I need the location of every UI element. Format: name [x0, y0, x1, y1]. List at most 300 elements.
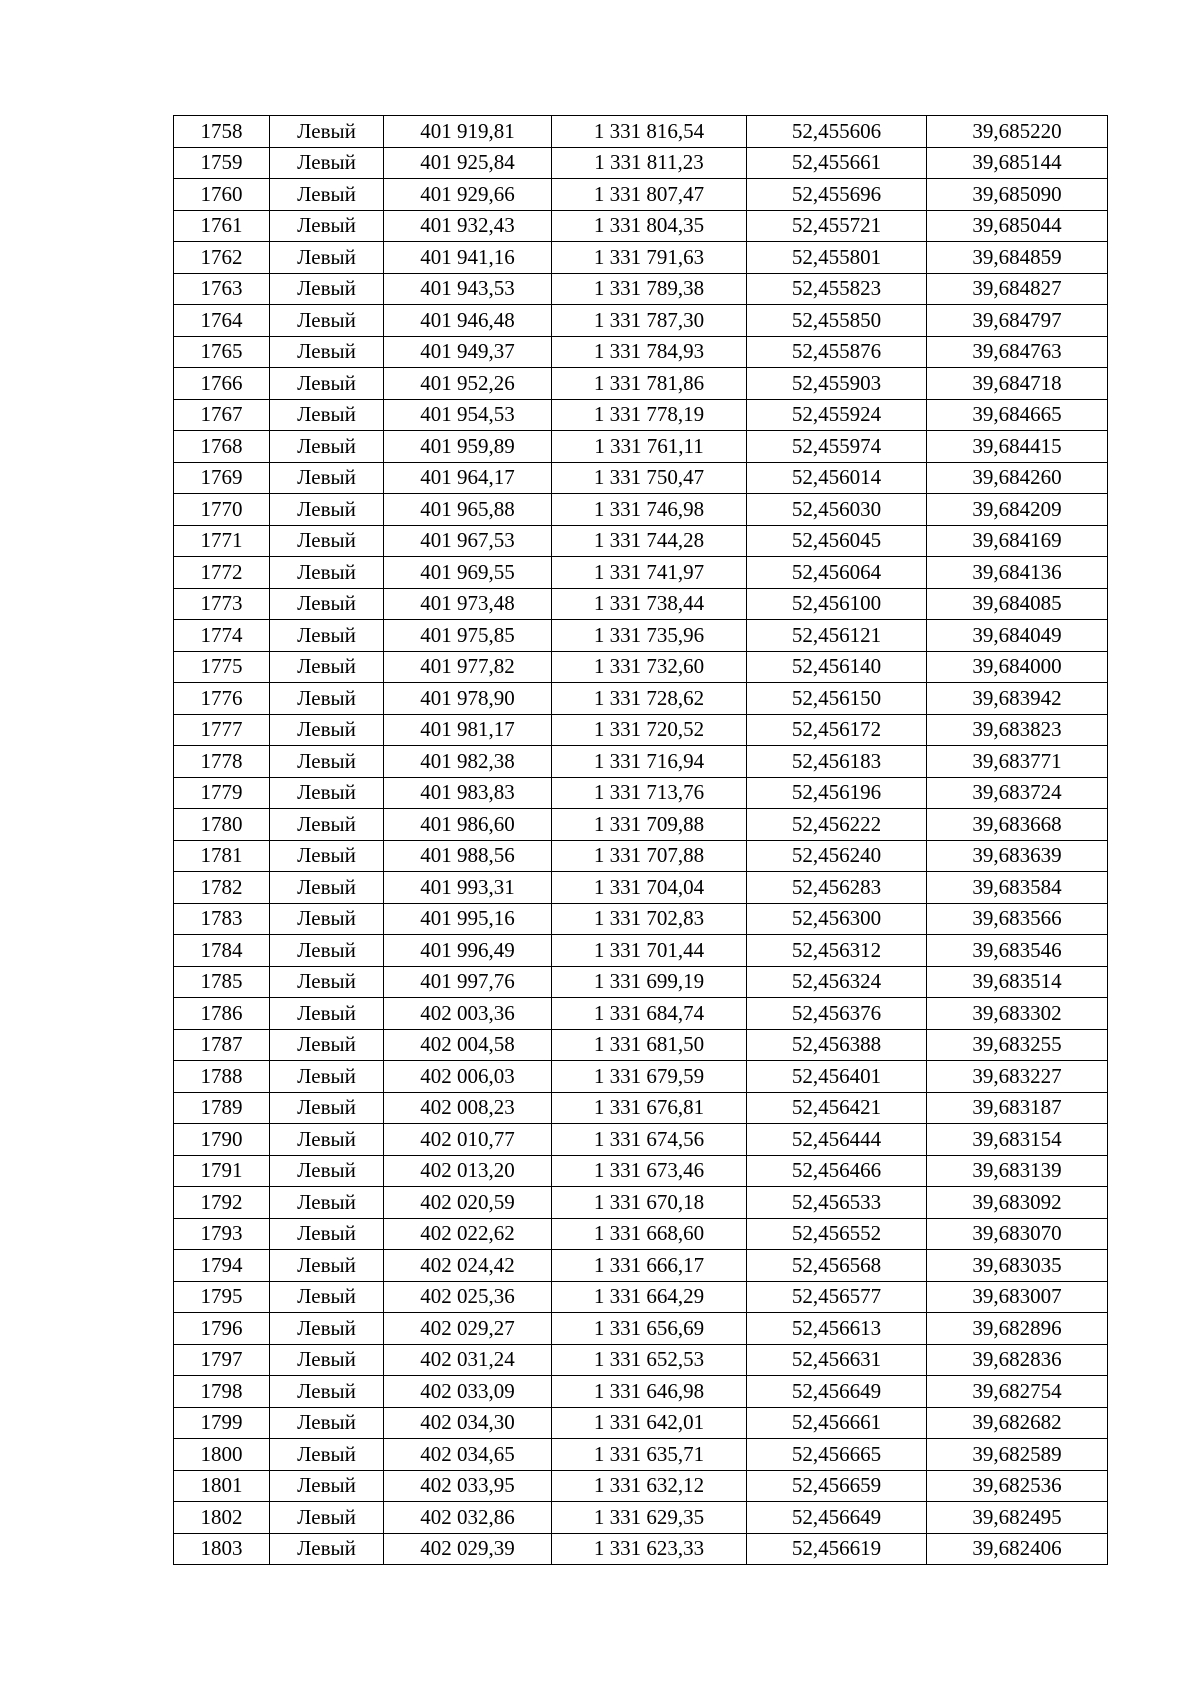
- point-number-cell: 1803: [174, 1533, 270, 1565]
- latitude-cell: 52,456552: [747, 1218, 927, 1250]
- longitude-cell: 39,682682: [927, 1407, 1108, 1439]
- side-cell: Левый: [270, 714, 384, 746]
- latitude-cell: 52,455924: [747, 399, 927, 431]
- table-row: [174, 1344, 1108, 1376]
- y-coordinate-cell: 1 331 679,59: [552, 1061, 747, 1093]
- side-cell: Левый: [270, 1155, 384, 1187]
- point-number-cell: 1766: [174, 368, 270, 400]
- point-number-cell: 1800: [174, 1439, 270, 1471]
- y-coordinate-cell: 1 331 681,50: [552, 1029, 747, 1061]
- coordinates-table: [173, 115, 1108, 1565]
- x-coordinate-cell: 402 025,36: [384, 1281, 552, 1313]
- x-coordinate-cell: 402 010,77: [384, 1124, 552, 1156]
- side-cell: Левый: [270, 462, 384, 494]
- longitude-cell: 39,684260: [927, 462, 1108, 494]
- latitude-cell: 52,456421: [747, 1092, 927, 1124]
- x-coordinate-cell: 401 996,49: [384, 935, 552, 967]
- side-cell: Левый: [270, 494, 384, 526]
- y-coordinate-cell: 1 331 804,35: [552, 210, 747, 242]
- x-coordinate-cell: 401 983,83: [384, 777, 552, 809]
- table-row: [174, 1029, 1108, 1061]
- point-number-cell: 1780: [174, 809, 270, 841]
- point-number-cell: 1777: [174, 714, 270, 746]
- table-row: [174, 242, 1108, 274]
- side-cell: Левый: [270, 1376, 384, 1408]
- side-cell: Левый: [270, 1407, 384, 1439]
- y-coordinate-cell: 1 331 676,81: [552, 1092, 747, 1124]
- longitude-cell: 39,683639: [927, 840, 1108, 872]
- side-cell: Левый: [270, 777, 384, 809]
- y-coordinate-cell: 1 331 702,83: [552, 903, 747, 935]
- x-coordinate-cell: 401 975,85: [384, 620, 552, 652]
- longitude-cell: 39,684718: [927, 368, 1108, 400]
- point-number-cell: 1786: [174, 998, 270, 1030]
- x-coordinate-cell: 402 033,09: [384, 1376, 552, 1408]
- table-row: [174, 336, 1108, 368]
- side-cell: Левый: [270, 1061, 384, 1093]
- table-row: [174, 683, 1108, 715]
- table-row: [174, 557, 1108, 589]
- longitude-cell: 39,684859: [927, 242, 1108, 274]
- latitude-cell: 52,455606: [747, 116, 927, 148]
- side-cell: Левый: [270, 651, 384, 683]
- point-number-cell: 1785: [174, 966, 270, 998]
- point-number-cell: 1764: [174, 305, 270, 337]
- y-coordinate-cell: 1 331 732,60: [552, 651, 747, 683]
- x-coordinate-cell: 401 954,53: [384, 399, 552, 431]
- table-row: [174, 1061, 1108, 1093]
- latitude-cell: 52,455974: [747, 431, 927, 463]
- y-coordinate-cell: 1 331 750,47: [552, 462, 747, 494]
- side-cell: Левый: [270, 809, 384, 841]
- longitude-cell: 39,683187: [927, 1092, 1108, 1124]
- x-coordinate-cell: 401 967,53: [384, 525, 552, 557]
- table-row: [174, 1313, 1108, 1345]
- side-cell: Левый: [270, 1439, 384, 1471]
- latitude-cell: 52,456533: [747, 1187, 927, 1219]
- table-row: [174, 494, 1108, 526]
- table-row: [174, 1187, 1108, 1219]
- longitude-cell: 39,683302: [927, 998, 1108, 1030]
- point-number-cell: 1791: [174, 1155, 270, 1187]
- latitude-cell: 52,456659: [747, 1470, 927, 1502]
- side-cell: Левый: [270, 1533, 384, 1565]
- side-cell: Левый: [270, 620, 384, 652]
- table-row: [174, 368, 1108, 400]
- table-row: [174, 1533, 1108, 1565]
- longitude-cell: 39,683227: [927, 1061, 1108, 1093]
- x-coordinate-cell: 402 033,95: [384, 1470, 552, 1502]
- longitude-cell: 39,683668: [927, 809, 1108, 841]
- table-row: [174, 840, 1108, 872]
- side-cell: Левый: [270, 1124, 384, 1156]
- longitude-cell: 39,682406: [927, 1533, 1108, 1565]
- y-coordinate-cell: 1 331 668,60: [552, 1218, 747, 1250]
- latitude-cell: 52,456014: [747, 462, 927, 494]
- table-row: [174, 399, 1108, 431]
- point-number-cell: 1784: [174, 935, 270, 967]
- table-row: [174, 651, 1108, 683]
- x-coordinate-cell: 401 965,88: [384, 494, 552, 526]
- y-coordinate-cell: 1 331 666,17: [552, 1250, 747, 1282]
- y-coordinate-cell: 1 331 623,33: [552, 1533, 747, 1565]
- latitude-cell: 52,455721: [747, 210, 927, 242]
- point-number-cell: 1788: [174, 1061, 270, 1093]
- point-number-cell: 1771: [174, 525, 270, 557]
- point-number-cell: 1781: [174, 840, 270, 872]
- latitude-cell: 52,456150: [747, 683, 927, 715]
- longitude-cell: 39,684169: [927, 525, 1108, 557]
- side-cell: Левый: [270, 557, 384, 589]
- y-coordinate-cell: 1 331 629,35: [552, 1502, 747, 1534]
- y-coordinate-cell: 1 331 735,96: [552, 620, 747, 652]
- side-cell: Левый: [270, 179, 384, 211]
- table-row: [174, 1092, 1108, 1124]
- longitude-cell: 39,685144: [927, 147, 1108, 179]
- side-cell: Левый: [270, 525, 384, 557]
- latitude-cell: 52,456466: [747, 1155, 927, 1187]
- side-cell: Левый: [270, 242, 384, 274]
- table-row: [174, 1470, 1108, 1502]
- latitude-cell: 52,456240: [747, 840, 927, 872]
- point-number-cell: 1765: [174, 336, 270, 368]
- latitude-cell: 52,456568: [747, 1250, 927, 1282]
- longitude-cell: 39,682836: [927, 1344, 1108, 1376]
- longitude-cell: 39,683942: [927, 683, 1108, 715]
- point-number-cell: 1783: [174, 903, 270, 935]
- side-cell: Левый: [270, 903, 384, 935]
- x-coordinate-cell: 402 003,36: [384, 998, 552, 1030]
- side-cell: Левый: [270, 1281, 384, 1313]
- side-cell: Левый: [270, 1029, 384, 1061]
- y-coordinate-cell: 1 331 642,01: [552, 1407, 747, 1439]
- point-number-cell: 1789: [174, 1092, 270, 1124]
- side-cell: Левый: [270, 399, 384, 431]
- table-row: [174, 210, 1108, 242]
- latitude-cell: 52,455801: [747, 242, 927, 274]
- latitude-cell: 52,456613: [747, 1313, 927, 1345]
- longitude-cell: 39,684827: [927, 273, 1108, 305]
- table-row: [174, 777, 1108, 809]
- latitude-cell: 52,456222: [747, 809, 927, 841]
- table-row: [174, 1502, 1108, 1534]
- table-row: [174, 620, 1108, 652]
- latitude-cell: 52,456661: [747, 1407, 927, 1439]
- x-coordinate-cell: 402 031,24: [384, 1344, 552, 1376]
- point-number-cell: 1768: [174, 431, 270, 463]
- point-number-cell: 1774: [174, 620, 270, 652]
- table-row: [174, 1407, 1108, 1439]
- latitude-cell: 52,456444: [747, 1124, 927, 1156]
- x-coordinate-cell: 401 932,43: [384, 210, 552, 242]
- side-cell: Левый: [270, 116, 384, 148]
- x-coordinate-cell: 401 995,16: [384, 903, 552, 935]
- point-number-cell: 1767: [174, 399, 270, 431]
- x-coordinate-cell: 402 034,65: [384, 1439, 552, 1471]
- latitude-cell: 52,455823: [747, 273, 927, 305]
- point-number-cell: 1799: [174, 1407, 270, 1439]
- point-number-cell: 1797: [174, 1344, 270, 1376]
- x-coordinate-cell: 401 929,66: [384, 179, 552, 211]
- y-coordinate-cell: 1 331 701,44: [552, 935, 747, 967]
- x-coordinate-cell: 401 978,90: [384, 683, 552, 715]
- table-row: [174, 273, 1108, 305]
- latitude-cell: 52,455876: [747, 336, 927, 368]
- longitude-cell: 39,683070: [927, 1218, 1108, 1250]
- longitude-cell: 39,683584: [927, 872, 1108, 904]
- side-cell: Левый: [270, 840, 384, 872]
- latitude-cell: 52,456030: [747, 494, 927, 526]
- x-coordinate-cell: 401 949,37: [384, 336, 552, 368]
- longitude-cell: 39,683514: [927, 966, 1108, 998]
- x-coordinate-cell: 401 977,82: [384, 651, 552, 683]
- y-coordinate-cell: 1 331 646,98: [552, 1376, 747, 1408]
- x-coordinate-cell: 401 964,17: [384, 462, 552, 494]
- point-number-cell: 1758: [174, 116, 270, 148]
- y-coordinate-cell: 1 331 664,29: [552, 1281, 747, 1313]
- table-row: [174, 1376, 1108, 1408]
- latitude-cell: 52,455661: [747, 147, 927, 179]
- longitude-cell: 39,683255: [927, 1029, 1108, 1061]
- latitude-cell: 52,455696: [747, 179, 927, 211]
- y-coordinate-cell: 1 331 791,63: [552, 242, 747, 274]
- table-row: [174, 1439, 1108, 1471]
- latitude-cell: 52,456324: [747, 966, 927, 998]
- table-row: [174, 746, 1108, 778]
- side-cell: Левый: [270, 1502, 384, 1534]
- longitude-cell: 39,684763: [927, 336, 1108, 368]
- point-number-cell: 1801: [174, 1470, 270, 1502]
- side-cell: Левый: [270, 683, 384, 715]
- table-row: [174, 462, 1108, 494]
- latitude-cell: 52,456100: [747, 588, 927, 620]
- x-coordinate-cell: 401 943,53: [384, 273, 552, 305]
- longitude-cell: 39,683771: [927, 746, 1108, 778]
- y-coordinate-cell: 1 331 781,86: [552, 368, 747, 400]
- point-number-cell: 1770: [174, 494, 270, 526]
- table-row: [174, 809, 1108, 841]
- point-number-cell: 1796: [174, 1313, 270, 1345]
- x-coordinate-cell: 401 982,38: [384, 746, 552, 778]
- y-coordinate-cell: 1 331 716,94: [552, 746, 747, 778]
- x-coordinate-cell: 402 024,42: [384, 1250, 552, 1282]
- y-coordinate-cell: 1 331 807,47: [552, 179, 747, 211]
- point-number-cell: 1793: [174, 1218, 270, 1250]
- table-row: [174, 1218, 1108, 1250]
- latitude-cell: 52,455850: [747, 305, 927, 337]
- table-row: [174, 903, 1108, 935]
- side-cell: Левый: [270, 1218, 384, 1250]
- x-coordinate-cell: 401 988,56: [384, 840, 552, 872]
- point-number-cell: 1798: [174, 1376, 270, 1408]
- table-row: [174, 147, 1108, 179]
- y-coordinate-cell: 1 331 704,04: [552, 872, 747, 904]
- point-number-cell: 1802: [174, 1502, 270, 1534]
- y-coordinate-cell: 1 331 761,11: [552, 431, 747, 463]
- point-number-cell: 1763: [174, 273, 270, 305]
- x-coordinate-cell: 401 973,48: [384, 588, 552, 620]
- latitude-cell: 52,456401: [747, 1061, 927, 1093]
- latitude-cell: 52,456196: [747, 777, 927, 809]
- side-cell: Левый: [270, 368, 384, 400]
- point-number-cell: 1778: [174, 746, 270, 778]
- latitude-cell: 52,456121: [747, 620, 927, 652]
- x-coordinate-cell: 402 006,03: [384, 1061, 552, 1093]
- latitude-cell: 52,456577: [747, 1281, 927, 1313]
- x-coordinate-cell: 402 029,39: [384, 1533, 552, 1565]
- table-row: [174, 1155, 1108, 1187]
- side-cell: Левый: [270, 966, 384, 998]
- longitude-cell: 39,684136: [927, 557, 1108, 589]
- y-coordinate-cell: 1 331 787,30: [552, 305, 747, 337]
- side-cell: Левый: [270, 872, 384, 904]
- side-cell: Левый: [270, 305, 384, 337]
- longitude-cell: 39,682896: [927, 1313, 1108, 1345]
- point-number-cell: 1792: [174, 1187, 270, 1219]
- longitude-cell: 39,684085: [927, 588, 1108, 620]
- table-row: [174, 179, 1108, 211]
- x-coordinate-cell: 402 004,58: [384, 1029, 552, 1061]
- x-coordinate-cell: 401 997,76: [384, 966, 552, 998]
- longitude-cell: 39,685220: [927, 116, 1108, 148]
- side-cell: Левый: [270, 1092, 384, 1124]
- y-coordinate-cell: 1 331 811,23: [552, 147, 747, 179]
- longitude-cell: 39,683139: [927, 1155, 1108, 1187]
- latitude-cell: 52,456172: [747, 714, 927, 746]
- x-coordinate-cell: 402 008,23: [384, 1092, 552, 1124]
- y-coordinate-cell: 1 331 816,54: [552, 116, 747, 148]
- x-coordinate-cell: 402 013,20: [384, 1155, 552, 1187]
- latitude-cell: 52,456649: [747, 1376, 927, 1408]
- point-number-cell: 1776: [174, 683, 270, 715]
- longitude-cell: 39,684797: [927, 305, 1108, 337]
- latitude-cell: 52,456183: [747, 746, 927, 778]
- longitude-cell: 39,683035: [927, 1250, 1108, 1282]
- side-cell: Левый: [270, 746, 384, 778]
- y-coordinate-cell: 1 331 632,12: [552, 1470, 747, 1502]
- longitude-cell: 39,683546: [927, 935, 1108, 967]
- table-row: [174, 588, 1108, 620]
- table-row: [174, 116, 1108, 148]
- y-coordinate-cell: 1 331 738,44: [552, 588, 747, 620]
- longitude-cell: 39,683566: [927, 903, 1108, 935]
- y-coordinate-cell: 1 331 728,62: [552, 683, 747, 715]
- latitude-cell: 52,456312: [747, 935, 927, 967]
- point-number-cell: 1795: [174, 1281, 270, 1313]
- side-cell: Левый: [270, 336, 384, 368]
- longitude-cell: 39,684665: [927, 399, 1108, 431]
- longitude-cell: 39,685090: [927, 179, 1108, 211]
- x-coordinate-cell: 401 919,81: [384, 116, 552, 148]
- x-coordinate-cell: 401 925,84: [384, 147, 552, 179]
- x-coordinate-cell: 402 032,86: [384, 1502, 552, 1534]
- y-coordinate-cell: 1 331 674,56: [552, 1124, 747, 1156]
- longitude-cell: 39,685044: [927, 210, 1108, 242]
- y-coordinate-cell: 1 331 652,53: [552, 1344, 747, 1376]
- side-cell: Левый: [270, 210, 384, 242]
- point-number-cell: 1762: [174, 242, 270, 274]
- y-coordinate-cell: 1 331 673,46: [552, 1155, 747, 1187]
- side-cell: Левый: [270, 935, 384, 967]
- x-coordinate-cell: 402 022,62: [384, 1218, 552, 1250]
- x-coordinate-cell: 402 029,27: [384, 1313, 552, 1345]
- latitude-cell: 52,456064: [747, 557, 927, 589]
- longitude-cell: 39,684049: [927, 620, 1108, 652]
- latitude-cell: 52,456300: [747, 903, 927, 935]
- longitude-cell: 39,683092: [927, 1187, 1108, 1219]
- table-row: [174, 714, 1108, 746]
- longitude-cell: 39,682536: [927, 1470, 1108, 1502]
- longitude-cell: 39,682495: [927, 1502, 1108, 1534]
- point-number-cell: 1794: [174, 1250, 270, 1282]
- longitude-cell: 39,683007: [927, 1281, 1108, 1313]
- x-coordinate-cell: 401 952,26: [384, 368, 552, 400]
- y-coordinate-cell: 1 331 789,38: [552, 273, 747, 305]
- latitude-cell: 52,456649: [747, 1502, 927, 1534]
- x-coordinate-cell: 402 034,30: [384, 1407, 552, 1439]
- point-number-cell: 1772: [174, 557, 270, 589]
- y-coordinate-cell: 1 331 684,74: [552, 998, 747, 1030]
- point-number-cell: 1782: [174, 872, 270, 904]
- side-cell: Левый: [270, 1250, 384, 1282]
- table-row: [174, 1124, 1108, 1156]
- side-cell: Левый: [270, 1187, 384, 1219]
- table-row: [174, 872, 1108, 904]
- x-coordinate-cell: 401 959,89: [384, 431, 552, 463]
- table-row: [174, 1250, 1108, 1282]
- latitude-cell: 52,456388: [747, 1029, 927, 1061]
- y-coordinate-cell: 1 331 670,18: [552, 1187, 747, 1219]
- latitude-cell: 52,456283: [747, 872, 927, 904]
- longitude-cell: 39,682589: [927, 1439, 1108, 1471]
- point-number-cell: 1787: [174, 1029, 270, 1061]
- side-cell: Левый: [270, 273, 384, 305]
- latitude-cell: 52,456376: [747, 998, 927, 1030]
- y-coordinate-cell: 1 331 635,71: [552, 1439, 747, 1471]
- point-number-cell: 1790: [174, 1124, 270, 1156]
- point-number-cell: 1773: [174, 588, 270, 620]
- side-cell: Левый: [270, 1344, 384, 1376]
- x-coordinate-cell: 401 941,16: [384, 242, 552, 274]
- point-number-cell: 1779: [174, 777, 270, 809]
- side-cell: Левый: [270, 431, 384, 463]
- y-coordinate-cell: 1 331 784,93: [552, 336, 747, 368]
- y-coordinate-cell: 1 331 656,69: [552, 1313, 747, 1345]
- latitude-cell: 52,456665: [747, 1439, 927, 1471]
- coordinates-table-body: [174, 116, 1108, 1565]
- point-number-cell: 1769: [174, 462, 270, 494]
- latitude-cell: 52,456631: [747, 1344, 927, 1376]
- table-row: [174, 1281, 1108, 1313]
- table-row: [174, 966, 1108, 998]
- x-coordinate-cell: 401 986,60: [384, 809, 552, 841]
- side-cell: Левый: [270, 1470, 384, 1502]
- table-row: [174, 525, 1108, 557]
- y-coordinate-cell: 1 331 741,97: [552, 557, 747, 589]
- y-coordinate-cell: 1 331 720,52: [552, 714, 747, 746]
- side-cell: Левый: [270, 147, 384, 179]
- y-coordinate-cell: 1 331 713,76: [552, 777, 747, 809]
- point-number-cell: 1759: [174, 147, 270, 179]
- x-coordinate-cell: 401 981,17: [384, 714, 552, 746]
- longitude-cell: 39,684000: [927, 651, 1108, 683]
- y-coordinate-cell: 1 331 744,28: [552, 525, 747, 557]
- latitude-cell: 52,455903: [747, 368, 927, 400]
- longitude-cell: 39,682754: [927, 1376, 1108, 1408]
- x-coordinate-cell: 401 946,48: [384, 305, 552, 337]
- y-coordinate-cell: 1 331 699,19: [552, 966, 747, 998]
- latitude-cell: 52,456619: [747, 1533, 927, 1565]
